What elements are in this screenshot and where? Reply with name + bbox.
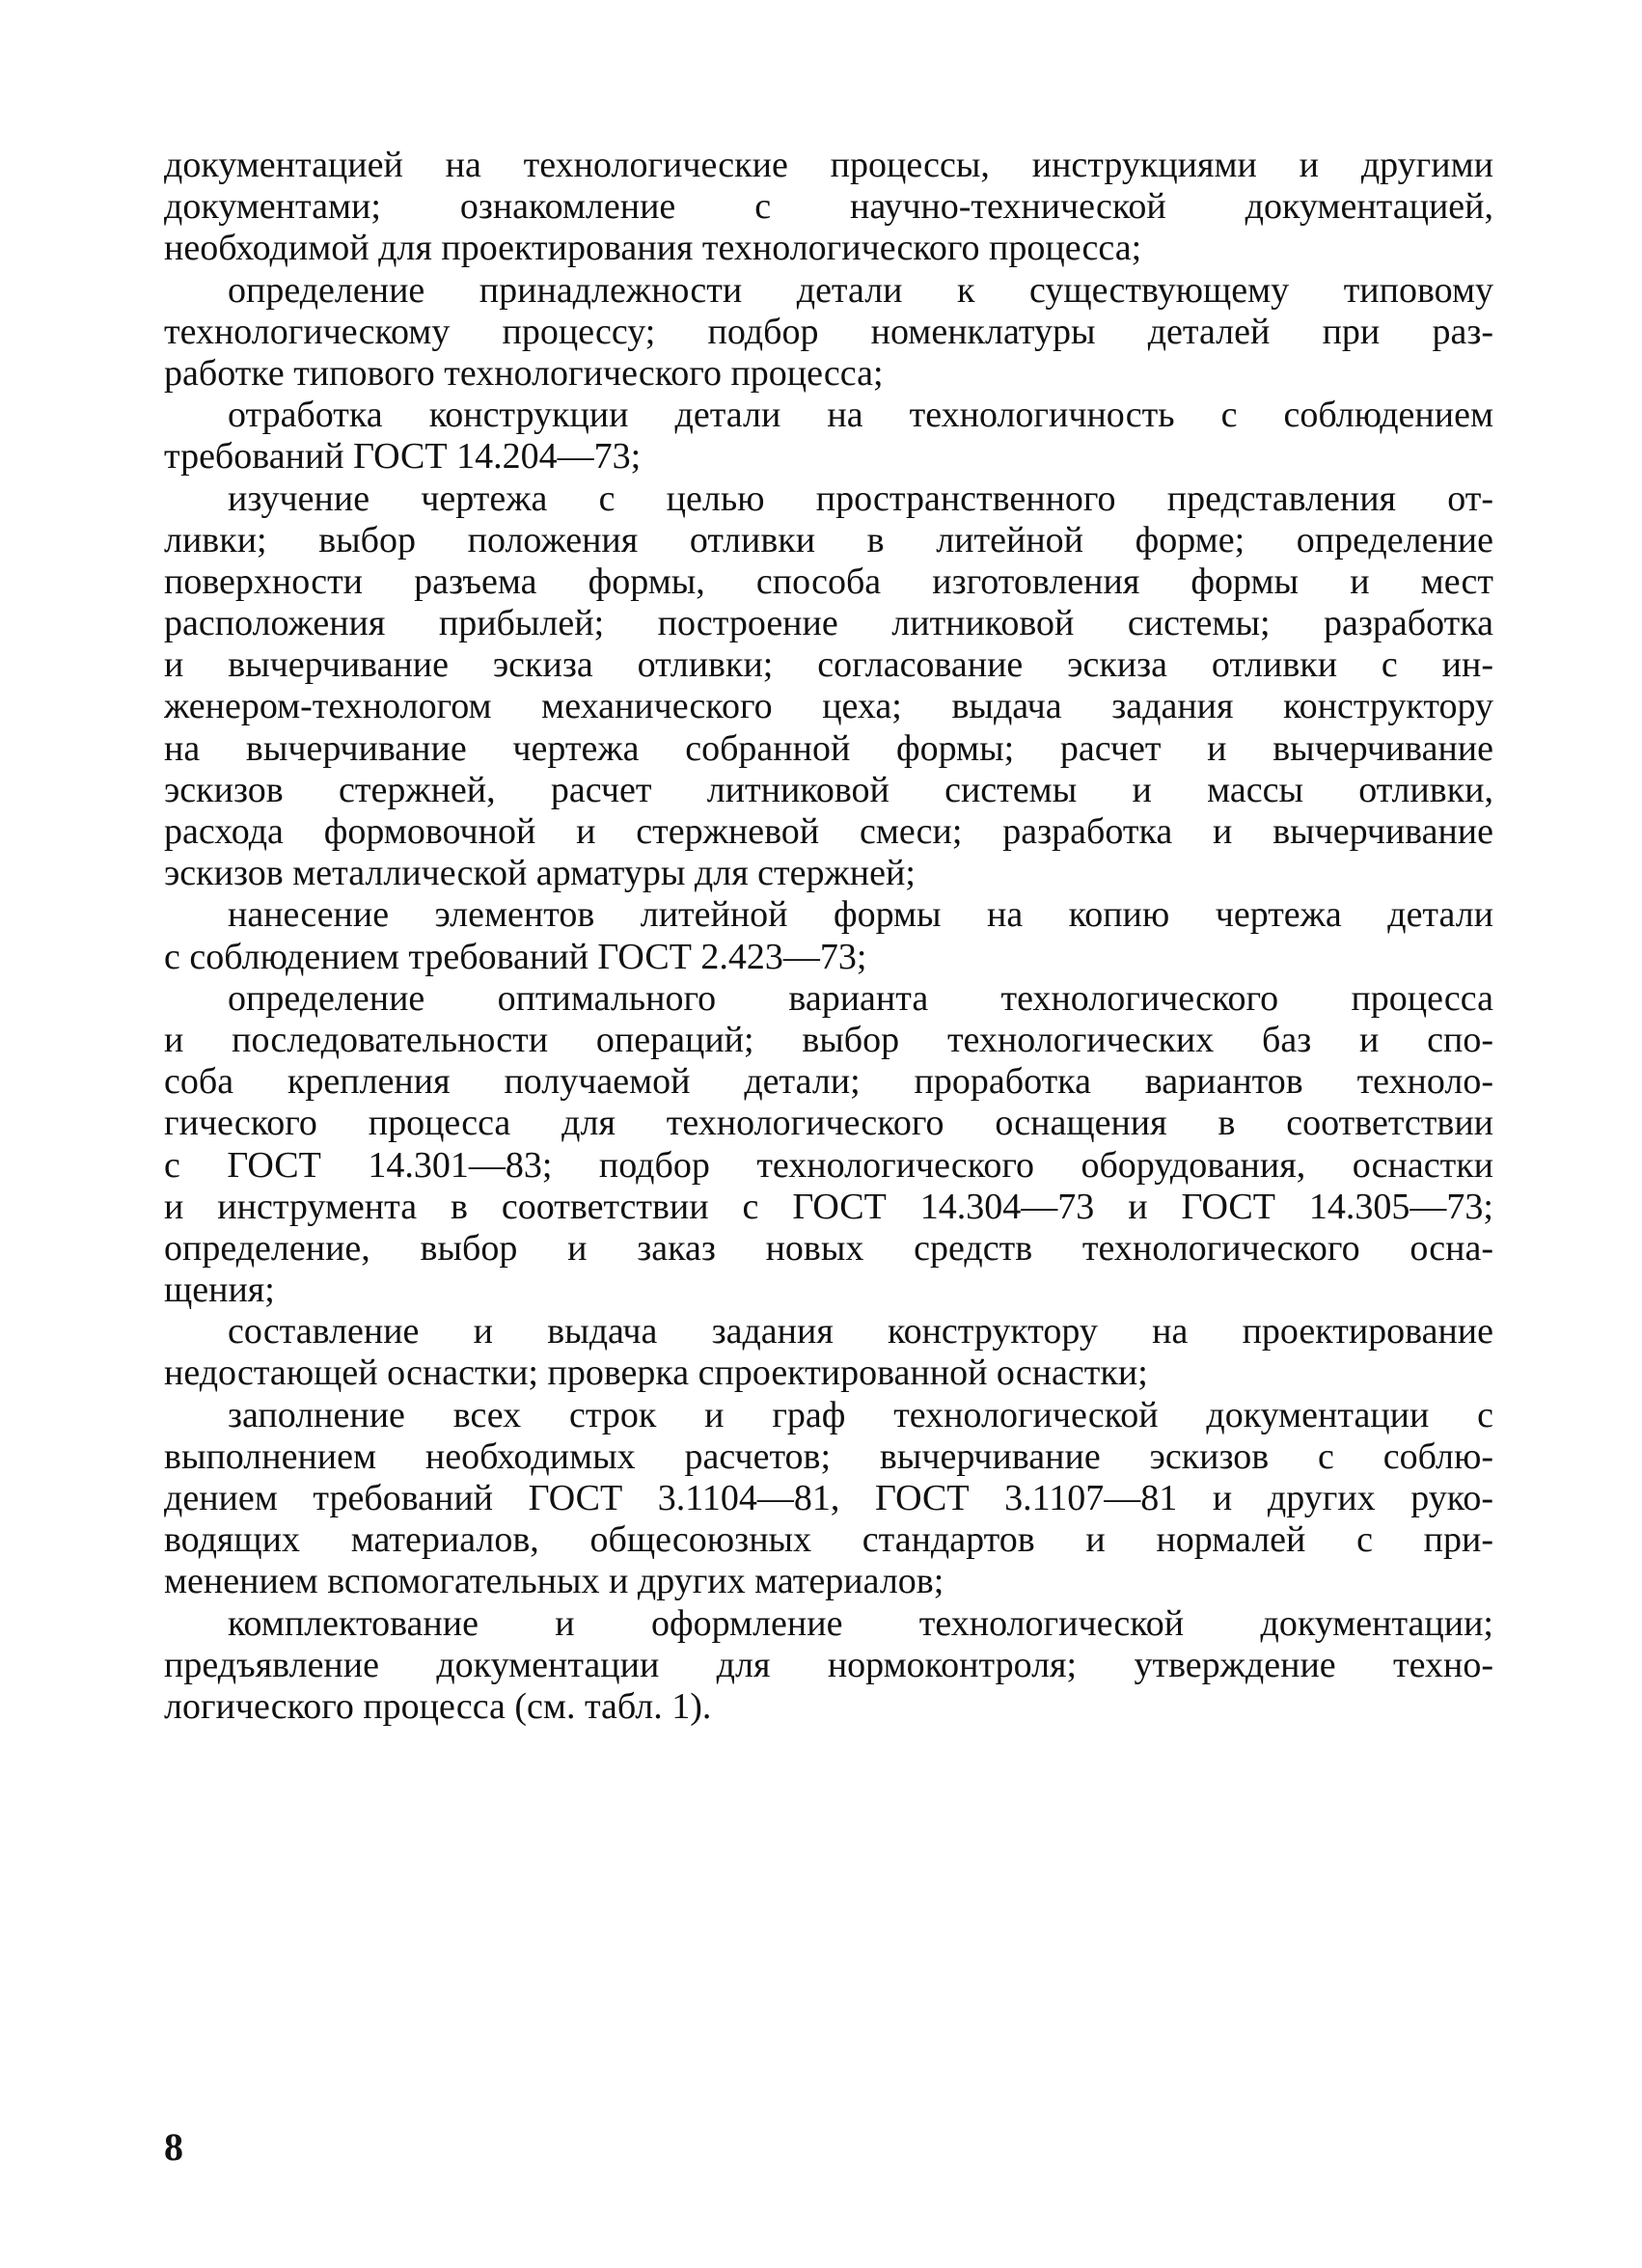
text-line: документами; ознакомление с научно-технической документацией, xyxy=(164,186,1493,228)
text-line: на вычерчивание чертежа собранной формы; расчет и вычерчивание xyxy=(164,727,1493,769)
text-line: определение, выбор и заказ новых средств технологического осна- xyxy=(164,1227,1493,1269)
text-line: изучение чертежа с целью пространственного представления от- xyxy=(228,478,1493,519)
text-line: нанесение элементов литейной формы на копию чертежа детали xyxy=(228,894,1493,936)
text-line: составление и выдача задания конструктору на проектирование xyxy=(228,1311,1493,1353)
text-line: определение оптимального варианта технологического процесса xyxy=(228,977,1493,1019)
text-line: выполнением необходимых расчетов; вычерчивание эскизов с соблю- xyxy=(164,1435,1493,1477)
text-line: дением требований ГОСТ 3.1104—81, ГОСТ 3.1107—81 и других руко- xyxy=(164,1478,1493,1518)
text-line: ливки; выбор положения отливки в литейной форме; определение xyxy=(164,519,1493,560)
text-line: отработка конструкции детали на технологичность с соблюдением xyxy=(228,395,1493,436)
text-line: недостающей оснастки; проверка спроектированной оснастки; xyxy=(164,1353,1148,1394)
text-line: требований ГОСТ 14.204—73; xyxy=(164,436,642,478)
text-line: документацией на технологические процессы, инструкциями и другими xyxy=(164,145,1493,185)
text-line: и инструмента в соответствии с ГОСТ 14.304—73 и ГОСТ 14.305—73; xyxy=(164,1186,1493,1227)
text-line: поверхности разъема формы, способа изготовления формы и мест xyxy=(164,560,1493,602)
text-line: гического процесса для технологического оснащения в соответствии xyxy=(164,1103,1493,1144)
text-line: и вычерчивание эскиза отливки; согласование эскиза отливки с ин- xyxy=(164,644,1493,686)
text-line: эскизов металлической арматуры для стержней; xyxy=(164,853,916,894)
text-line: и последовательности операций; выбор технологических баз и спо- xyxy=(164,1019,1493,1060)
text-line: необходимой для проектирования технологического процесса; xyxy=(164,228,1142,269)
text-line: комплектование и оформление технологической документации; xyxy=(228,1602,1493,1644)
body-text xyxy=(164,145,1493,1728)
text-line: соба крепления получаемой детали; проработка вариантов техноло- xyxy=(164,1061,1493,1103)
text-line: менением вспомогательных и других материалов; xyxy=(164,1561,944,1602)
text-line: определение принадлежности детали к существующему типовому xyxy=(228,269,1493,311)
text-line: расхода формовочной и стержневой смеси; разработка и вычерчивание xyxy=(164,811,1493,852)
text-line: женером-технологом механического цеха; выдача задания конструктору xyxy=(164,686,1493,727)
text-line: предъявление документации для нормоконтроля; утверждение техно- xyxy=(164,1644,1493,1685)
text-line: технологическому процессу; подбор номенклатуры деталей при раз- xyxy=(164,311,1493,352)
text-line: расположения прибылей; построение литниковой системы; разработка xyxy=(164,603,1493,644)
text-line: щения; xyxy=(164,1270,275,1311)
text-line: водящих материалов, общесоюзных стандартов и нормалей с при- xyxy=(164,1519,1493,1561)
page-number: 8 xyxy=(164,2125,183,2169)
text-line: эскизов стержней, расчет литниковой системы и массы отливки, xyxy=(164,769,1493,810)
text-line: заполнение всех строк и граф технологической документации с xyxy=(228,1394,1493,1435)
text-line: с соблюдением требований ГОСТ 2.423—73; xyxy=(164,936,867,977)
text-line: с ГОСТ 14.301—83; подбор технологического оборудования, оснастки xyxy=(164,1144,1493,1186)
text-line: логического процесса (см. табл. 1). xyxy=(164,1685,712,1727)
text-line: работке типового технологического процесса; xyxy=(164,352,884,394)
